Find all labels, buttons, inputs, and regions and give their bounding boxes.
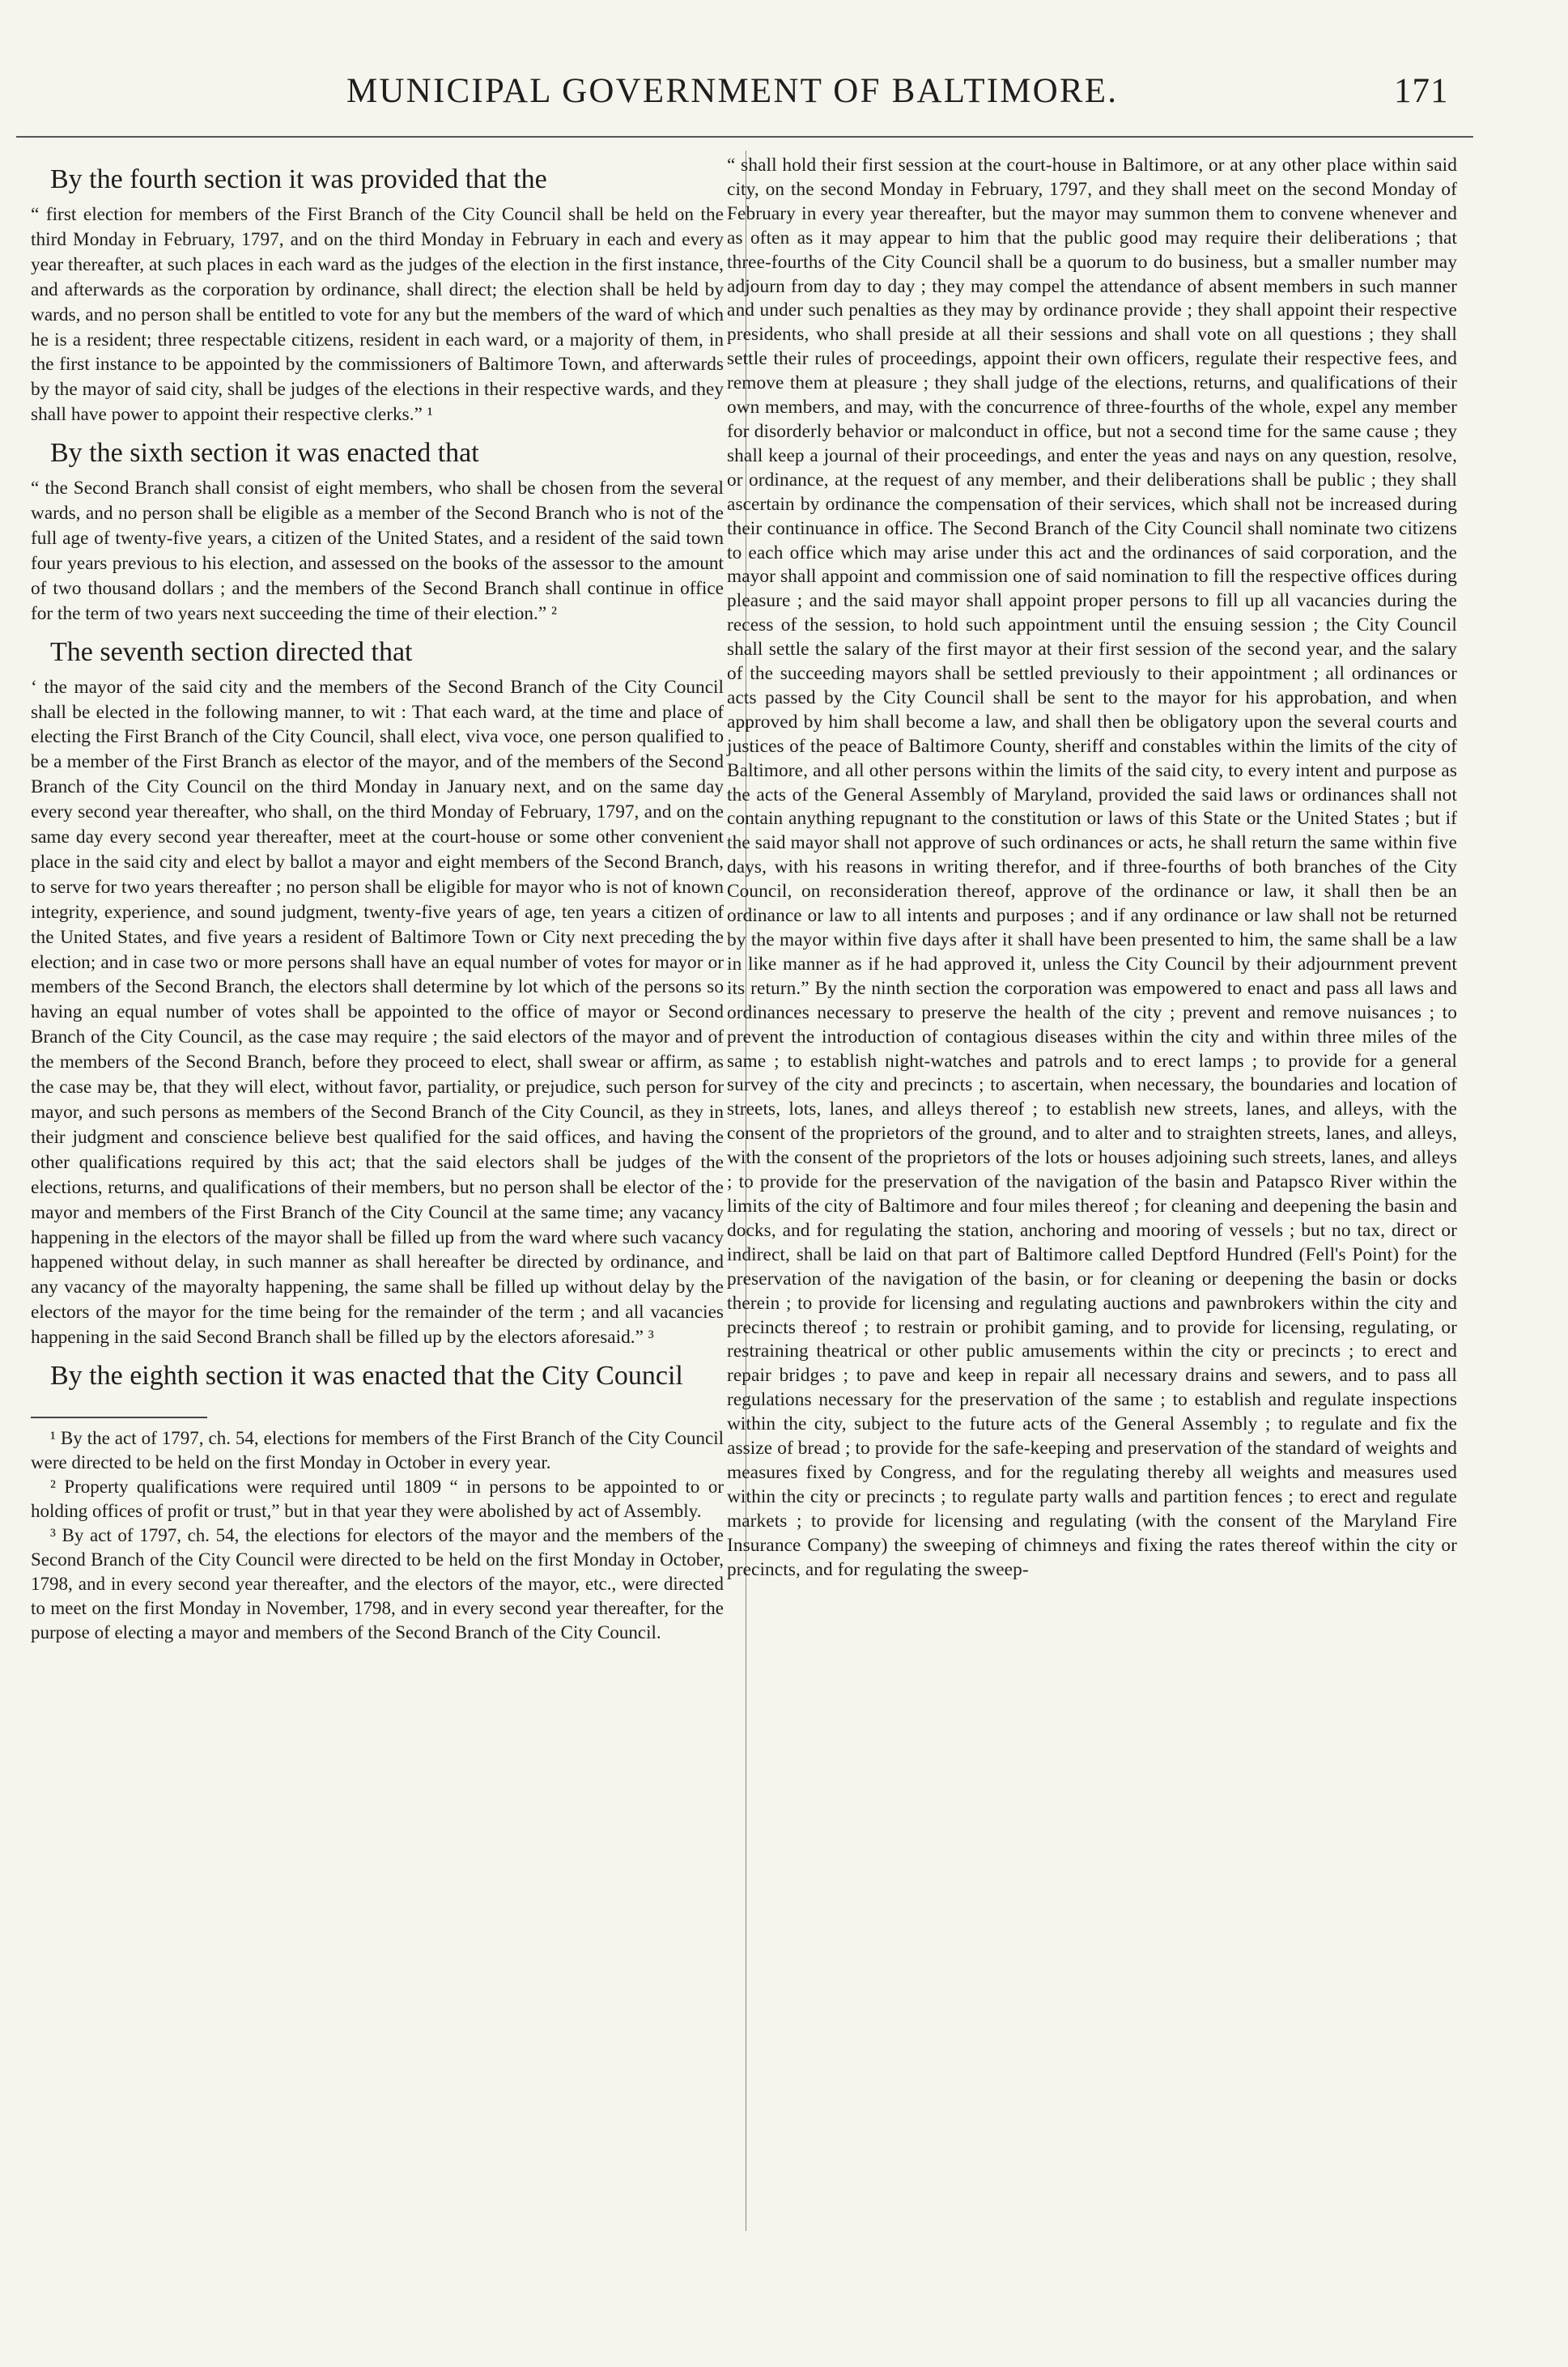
section-8-continuation: “ shall hold their first session at the court-house in Baltimore, or at any other place within said city, on the second Monday in February, 1797, and they shall meet on the second Monday of February in every year thereafter, but the mayor may summon them to convene whenever and as often as it may appear to him that the public good may require their deliberations ; that three-fourths of the City Council shall be a quorum to do business, but a smaller number may adjourn from day to day ; they may compel the attendance of absent members in such manner and under such penalties as they may by ordinance provide ; they shall appoint their respective presidents, who shall preside at all their sessions and shall vote on all questions ; they shall settle their rules of proceedings, appoint their own officers, regulate their respective fees, and remove them at pleasure ; they shall judge of the elections, returns, and qualifications of their own members, and may, with the concurrence of three-fourths of the whole, expel any member for disorderly behavior or malconduct in office, but not a second time for the same cause ; they shall keep a journal of their proceedings, and enter the yeas and nays on any question, resolve, or ordinance, at the request of any member, and their deliberations shall be public ; they shall ascertain by ordinance the compensation of their services, which shall not be increased during their continuance in office. The Second Branch of the City Council shall nominate two citizens to each office which may arise under this act and the ordinances of said corporation, and the mayor shall appoint and commission one of said nomination to fill the respective offices during pleasure ; and the said mayor shall appoint proper persons to fill up all vacancies during the recess of the session, to hold such appointment until the ensuing session ; the City Council shall settle the salary of the first mayor at their first session of the second year, and the salary of the succeeding mayors shall be settled previously to their appointment ; all ordinances or acts passed by the City Council shall be sent to the mayor for his approbation, and when approved by him shall become a law, and shall then be obligatory upon the several courts and justices of the peace of Baltimore County, sheriff and constables within the limits of the city of Baltimore, and all other persons within the limits of the said city, to every intent and purpose as the acts of the General Assembly of Maryland, provided the said laws or ordinances shall not contain anything repugnant to the constitution or laws of this State or the United States ; but if the said mayor shall not approve of such ordinances or acts, he shall return the same within five days, with his reasons in writing therefor, and if three-fourths of both branches of the City Council, on reconsideration thereof, approve of the ordinance or law, it shall then be an ordinance or law to all intents and purposes ; and if any ordinance or law shall not be returned by the mayor within five days after it shall have been presented to him, the same shall be a law in like manner as if he had approved it, unless the City Council by their adjournment prevent its return.” By the ninth section the corporation was empowered to enact and pass all laws and ordinances necessary to preserve the health of the city ; prevent and remove nuisances ; to prevent the introduction of contagious diseases within the city and within three miles of the same ; to establish night-watches and patrols and to erect lamps ; to provide for a general survey of the city and precincts ; to ascertain, when necessary, the boundaries and location of streets, lots, lanes, and alleys thereof ; to establish new streets, lanes, and alleys, with the consent of the proprietors of the ground, and to alter and to straighten streets, lanes, and alleys, with the consent of the proprietors of the lots or houses adjoining such streets, lanes, and alleys ; to provide for the preservation of the navigation of the basin and Patapsco River within the limits of the city of Baltimore and four miles thereof ; for cleaning and deepening the basin and docks, and for regulating the station, anchoring and mooring of vessels ; but no tax, direct or indirect, shall be laid on that part of Baltimore called Deptford Hundred (Fell's Point) for the preservation of the navigation of the basin, or for cleaning or deepening the basin or docks therein ; to provide for licensing and regulating auctions and pawnbrokers within the city and precincts thereof ; to restrain or prohibit gaming, and to provide for licensing, regulating, or restraining theatrical or other public amusements within the city or precincts ; to erect and repair bridges ; to pave and keep in repair all necessary drains and sewers, and to pass all regulations necessary for the preservation of the same ; to establish and regulate inspections within the city, subject to the future acts of the General Assembly ; to regulate and fix the assize of bread ; to provide for the safe-keeping and preservation of the standard of weights and measures fixed by Congress, and for the regulating thereby all weights and measures used within the city or precincts ; to regulate party walls and partition fences ; to erect and regulate markets ; to provide for licensing and regulating (with the consent of the Maryland Fire Insurance Company) the sweeping of chimneys and fixing the rates thereof within the city or precincts, and for regulating the sweep-	[727, 155, 1457, 1580]
running-title: MUNICIPAL GOVERNMENT OF BALTIMORE.	[346, 72, 1119, 110]
right-column	[727, 154, 1457, 1582]
section-6-quote: “ the Second Branch shall consist of eight members, who shall be chosen from the several wards, and no person shall be eligible as a member of the Second Branch who is not of the full age of twenty-five years, a citizen of the United States, and a resident of the said town four years previous to his election, and assessed on the books of the assessor to the amount of two thousand dollars ; and the members of the Second Branch shall continue in office for the term of two years next succeeding the time of their election.” ²	[31, 478, 724, 624]
section-4-lead: By the fourth section it was provided that the	[50, 164, 547, 194]
section-7-lead: The seventh section directed that	[50, 636, 413, 667]
section-8-lead: By the eighth section it was enacted that the City Council	[50, 1361, 683, 1392]
footnote-rule	[31, 1417, 207, 1418]
footnote-1: ¹ By the act of 1797, ch. 54, elections for members of the First Branch of the City Council were directed to be held on the first Monday in October in every year.	[31, 1428, 724, 1473]
page-number: 171	[1394, 72, 1449, 110]
left-column	[31, 154, 724, 1645]
header-rule	[16, 136, 1473, 138]
section-7-quote: ‘ the mayor of the said city and the members of the Second Branch of the City Council shall be elected in the following manner, to wit : That each ward, at the time and place of electing the First Branch of the City Council, shall elect, viva voce, one person qualified to be a member of the First Branch as elector of the mayor, and of the members of the Second Branch of the City Council on the third Monday in January next, and on the same day every second year thereafter, who shall, on the third Monday of February, 1797, and on the same day every second year thereafter, meet at the court-house or some other convenient place in the said city and elect by ballot a mayor and eight members of the Second Branch, to serve for two years thereafter ; no person shall be eligible for mayor who is not of known integrity, experience, and sound judgment, twenty-five years of age, ten years a citizen of the United States, and five years a resident of Baltimore Town or City next preceding the election; and in case two or more persons shall have an equal number of votes for mayor or members of the Second Branch, the electors shall determine by lot which of the persons so having an equal number of votes shall be appointed to the office of mayor or Second Branch of the City Council, as the case may require ; the said electors of the mayor and of the members of the Second Branch, before they proceed to elect, shall swear or affirm, as the case may be, that they will elect, without favor, partiality, or prejudice, such person for mayor, and such persons as members of the Second Branch of the City Council, as they in their judgment and conscience believe best qualified for the said offices, and having the other qualifications required by this act; that the said electors shall be judges of the elections, returns, and qualifications of their members, but no person shall be elector of the mayor and members of the First Branch of the City Council at the same time; any vacancy happening in the electors of the mayor shall be filled up from the ward where such vacancy happened without delay, in such manner as shall hereafter be directed by ordinance, and any vacancy of the mayoralty happening, the same shall be filled up without delay by the electors of the mayor for the time being for the remainder of the term ; and all vacancies happening in the said Second Branch shall be filled up by the electors aforesaid.” ³	[31, 676, 724, 1349]
running-head	[0, 65, 1568, 113]
section-6-lead: By the sixth section it was enacted that	[50, 438, 479, 469]
footnote-3: ³ By act of 1797, ch. 54, the elections for electors of the mayor and the members of the Second Branch of the City Council were directed to be held on the first Monday in October, 1798, and in every second year thereafter, and the electors of the mayor, etc., were directed to meet on the first Monday in November, 1798, and in every second year thereafter, for the purpose of electing a mayor and members of the Second Branch of the City Council.	[31, 1525, 724, 1643]
section-4-quote: “ first election for members of the First Branch of the City Council shall be held on the third Monday in February, 1797, and on the third Monday in February in each and every year thereafter, at such places in each ward as the judges of the election in the first instance, and afterwards as the corporation by ordinance, shall direct; the election shall be held by wards, and no person shall be entitled to vote for any but the members of the ward of which he is a resident; three respectable citizens, resident in each ward, or a majority of them, in the first instance to be appointed by the commissioners of Baltimore Town, and afterwards by the mayor of said city, shall be judges of the elections in their respective wards, and they shall have power to appoint their respective clerks.” ¹	[31, 204, 724, 426]
footnote-2: ² Property qualifications were required until 1809 “ in persons to be appointed to or holding offices of profit or trust,” but in that year they were abolished by act of Assembly.	[31, 1477, 724, 1522]
